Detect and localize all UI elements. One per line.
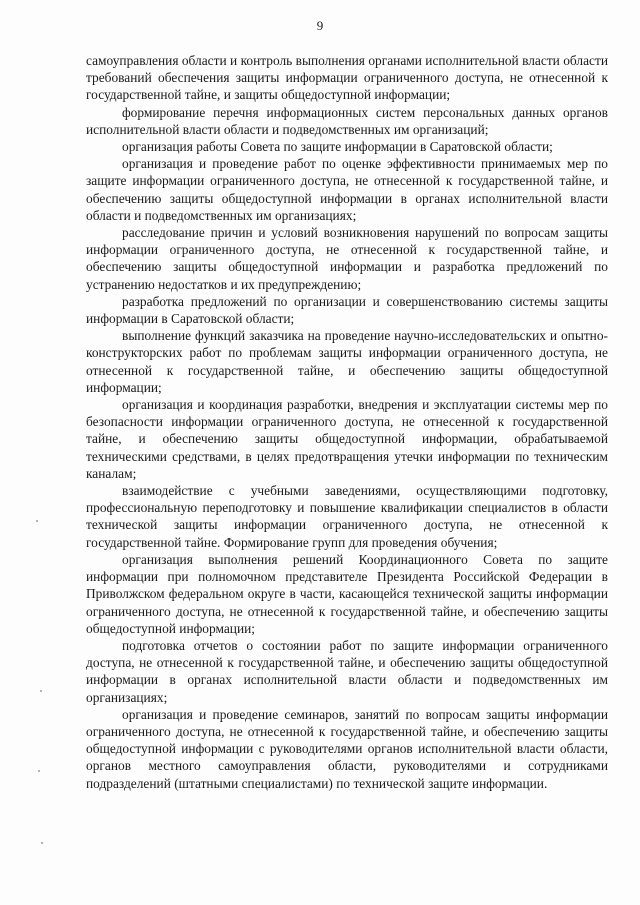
paragraph: формирование перечня информационных систем персональных данных органов исполнительной власти области и подведомственных им организаций; <box>86 104 608 137</box>
scan-speck <box>41 842 43 844</box>
scan-speck <box>38 770 40 772</box>
paragraph: подготовка отчетов о состоянии работ по защите информации ограниченного доступа, не отнесенной к государственной тайне, и обеспечению защиты общедоступной информации в органах исполнительной власти области и подведомственных им организациях; <box>86 637 608 705</box>
paragraph: организация работы Совета по защите информации в Саратовской области; <box>122 139 553 155</box>
paragraph: взаимодействие с учебными заведениями, осуществляющими подготовку, профессиональную переподготовку и повышение квалификации специалистов в области технической защиты информации ограниченного доступа, не отнесенной к государственной тайне. Формирование групп для проведения обучения; <box>86 483 608 550</box>
paragraph: организация и координация разработки, внедрения и эксплуатации системы мер по безопасности информации ограниченного доступа, не отнесенной к государственной тайне, и обеспечению защиты общедоступной информации, обрабатываемой техническими средствами, в целях предотвращения утечки информации по техническим каналам; <box>86 397 608 481</box>
scan-speck <box>40 690 42 692</box>
paragraph: выполнение функций заказчика на проведение научно-исследовательских и опытно-конструкторских работ по проблемам защиты информации ограниченного доступа, не отнесенной к государственной тайне, и обеспечению защиты общедоступной информации; <box>86 328 608 395</box>
page-number: 9 <box>316 18 324 33</box>
paragraph: расследование причин и условий возникновения нарушений по вопросам защиты информации ограниченного доступа, не отнесенной к государственной тайне, и обеспечению защиты общедоступной информации и разработка предложений по устранению недостатков и их предупреждению; <box>86 225 608 292</box>
paragraph: организация и проведение семинаров, занятий по вопросам защиты информации ограниченного доступа, не отнесенной к государственной тайне, и обеспечению защиты общедоступной информации с руководителями органов исполнительной власти области, органов местного самоуправления области, руководителями и сотрудниками подразделений (штатными специалистами) по технической защите информации. <box>86 706 608 791</box>
paragraph: разработка предложений по организации и совершенствованию системы защиты информации в Саратовской области; <box>86 293 608 327</box>
paragraph-continuation: самоуправления области и контроль выполнения органами исполнительной власти области требований обеспечения защиты информации ограниченного доступа, не отнесенной к государственной тайне, и защиты общедоступной информации; <box>86 53 608 103</box>
document-body <box>86 52 608 792</box>
paragraph: организация выполнения решений Координационного Совета по защите информации при полномочном представителе Президента Российской Федерации в Приволжском федеральном округе в части, касающейся технической защиты информации ограниченного доступа, не отнесенной к государственной тайне, и обеспечению защиты общедоступной информации; <box>86 551 608 636</box>
scan-speck <box>36 520 38 522</box>
paragraph: организация и проведение работ по оценке эффективности принимаемых мер по защите информации ограниченного доступа, не отнесенной к государственной тайне, и обеспечению защиты общедоступной информации в органах исполнительной власти области и подведомственных им организациях; <box>86 156 608 223</box>
